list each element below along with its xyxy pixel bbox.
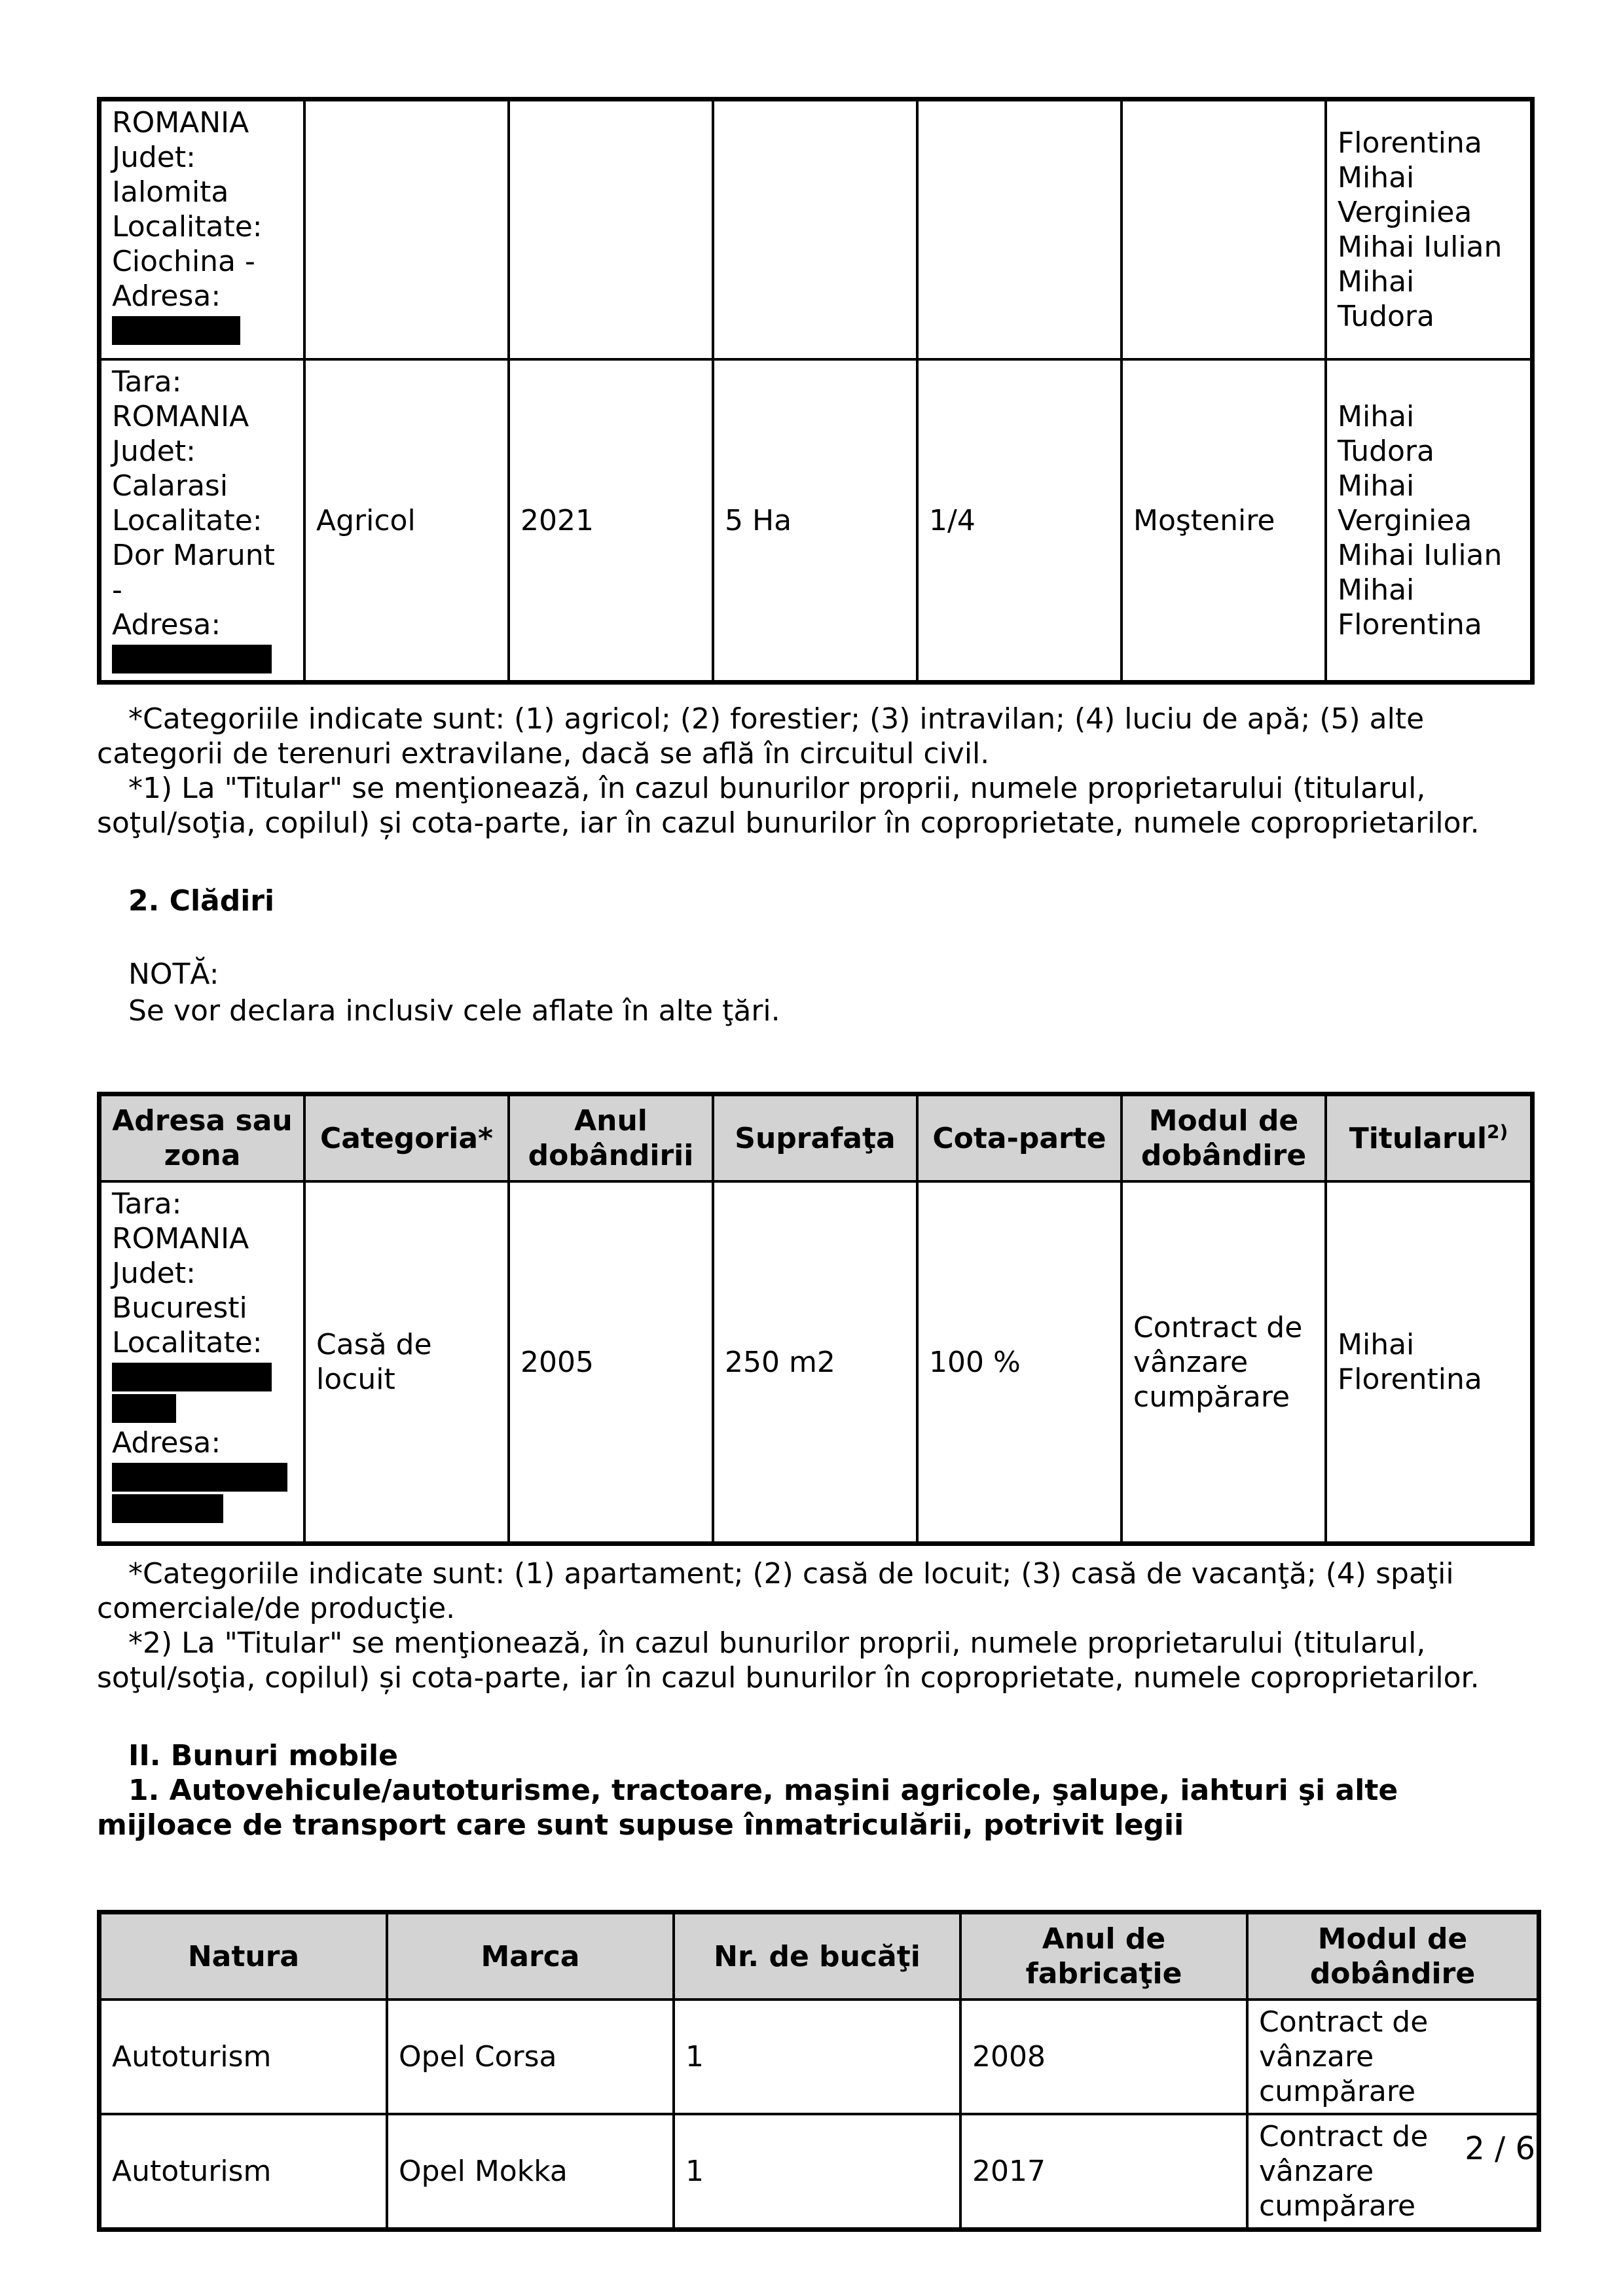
owner-line: Mihai bbox=[1338, 469, 1415, 503]
vehicles-table bbox=[97, 1910, 1541, 2232]
column-header: Anul de fabricaţie bbox=[960, 1913, 1247, 2000]
address-cell bbox=[100, 100, 304, 359]
address-cell bbox=[100, 1181, 304, 1543]
address-line: Adresa: bbox=[112, 608, 221, 641]
year-cell: 2005 bbox=[509, 1181, 713, 1543]
year-cell: 2021 bbox=[509, 359, 713, 681]
address-line: Calarasi bbox=[112, 469, 228, 503]
owner-line: Mihai Iulian bbox=[1338, 538, 1503, 572]
table-row bbox=[100, 2114, 1538, 2229]
nota-text: Se vor declara inclusiv cele aflate în alte ţări. bbox=[128, 994, 780, 1028]
land-table bbox=[97, 97, 1535, 685]
land-category-note: *Categoriile indicate sunt: (1) agricol; (2) forestier; (3) intravilan; (4) luciu de apă; (5) alte categorii de terenuri extravilane, dacă se află în circuitul civil. bbox=[97, 702, 1425, 770]
buildings-notes bbox=[97, 1556, 1535, 1695]
address-line: ROMANIA bbox=[112, 400, 249, 433]
table-row bbox=[100, 359, 1531, 681]
share-cell bbox=[917, 100, 1122, 359]
count-cell: 1 bbox=[674, 2000, 960, 2114]
table-row bbox=[100, 100, 1531, 359]
share-cell: 1/4 bbox=[917, 359, 1122, 681]
redaction-bar bbox=[112, 1494, 223, 1523]
area-cell: 5 Ha bbox=[713, 359, 917, 681]
column-header: Natura bbox=[100, 1913, 387, 2000]
address-line: Judet: bbox=[112, 141, 196, 174]
land-titular-note: *1) La "Titular" se menţionează, în cazul bunurilor proprii, numele proprietarului (titularul, soţul/soţia, copilul) și cota-parte, iar în cazul bunurilor în coproprietate, numele coproprietarilor. bbox=[97, 772, 1480, 840]
owner-line: Florentina bbox=[1338, 126, 1482, 160]
address-line: Localitate: bbox=[112, 210, 263, 243]
column-header: Modul de dobândire bbox=[1247, 1913, 1538, 2000]
address-line: Bucuresti bbox=[112, 1291, 247, 1325]
nota-label: NOTĂ: bbox=[128, 958, 219, 991]
year-cell bbox=[509, 100, 713, 359]
address-line: Ciochina - bbox=[112, 245, 255, 278]
owner-cell bbox=[1326, 359, 1531, 681]
nature-cell: Autoturism bbox=[100, 2114, 387, 2229]
brand-cell: Opel Mokka bbox=[387, 2114, 674, 2229]
buildings-category-note: *Categoriile indicate sunt: (1) apartament; (2) casă de locuit; (3) casă de vacanţă; (4) spaţii comerciale/de producţie. bbox=[97, 1557, 1454, 1625]
table-header-row bbox=[100, 1095, 1531, 1181]
owner-line: Florentina bbox=[1338, 607, 1482, 641]
redaction-bar bbox=[112, 1394, 176, 1423]
address-line: Judet: bbox=[112, 435, 196, 468]
count-cell: 1 bbox=[674, 2114, 960, 2229]
owner-cell: Mihai Florentina bbox=[1326, 1181, 1531, 1543]
area-cell bbox=[713, 100, 917, 359]
land-notes bbox=[97, 702, 1535, 840]
owner-line: Mihai Tudora bbox=[1338, 265, 1434, 333]
area-cell: 250 m2 bbox=[713, 1181, 917, 1543]
address-line: Localitate: bbox=[112, 504, 263, 537]
year-cell: 2008 bbox=[960, 2000, 1247, 2114]
address-line: Localitate: bbox=[112, 1326, 263, 1359]
address-line: Dor Marunt - bbox=[112, 539, 275, 607]
table-header-row bbox=[100, 1913, 1538, 2000]
address-cell bbox=[100, 359, 304, 681]
category-cell: Casă de locuit bbox=[304, 1181, 509, 1543]
owner-line: Mihai bbox=[1338, 161, 1415, 194]
address-line: Tara: bbox=[112, 1187, 182, 1221]
category-cell bbox=[304, 100, 509, 359]
owner-line: Verginiea bbox=[1338, 503, 1472, 537]
column-header: Modul de dobândire bbox=[1122, 1095, 1326, 1181]
buildings-heading: 2. Clădiri bbox=[128, 884, 275, 918]
buildings-titular-note: *2) La "Titular" se menţionează, în cazul bunurilor proprii, numele proprietarului (titularul, soţul/soţia, copilul) și cota-parte, iar în cazul bunurilor în coproprietate, numele coproprietarilor. bbox=[97, 1626, 1480, 1695]
owner-line: Verginiea bbox=[1338, 196, 1472, 229]
acquisition-cell bbox=[1122, 100, 1326, 359]
address-line: ROMANIA bbox=[112, 106, 249, 139]
nature-cell: Autoturism bbox=[100, 2000, 387, 2114]
buildings-table bbox=[97, 1092, 1535, 1546]
titular-label: Titularul bbox=[1349, 1121, 1487, 1155]
movables-subheading: 1. Autovehicule/autoturisme, tractoare, maşini agricole, şalupe, iahturi şi alte mijloace de transport care sunt supuse înmatriculării, potrivit legii bbox=[97, 1774, 1398, 1842]
column-header: Suprafaţa bbox=[713, 1095, 917, 1181]
column-header: Anul dobândirii bbox=[509, 1095, 713, 1181]
column-header: Marca bbox=[387, 1913, 674, 2000]
table-row bbox=[100, 2000, 1538, 2114]
share-cell: 100 % bbox=[917, 1181, 1122, 1543]
movables-headings bbox=[97, 1738, 1535, 1842]
address-line: Adresa: bbox=[112, 1426, 221, 1460]
address-line: Ialomita bbox=[112, 175, 229, 209]
column-header: Categoria* bbox=[304, 1095, 509, 1181]
redaction-bar bbox=[112, 1463, 287, 1492]
page-number: 2 / 6 bbox=[1465, 2130, 1535, 2167]
owner-line: Mihai Tudora bbox=[1338, 399, 1434, 468]
redaction-bar bbox=[112, 316, 240, 345]
redaction-bar bbox=[112, 645, 272, 673]
owner-line: Mihai Iulian bbox=[1338, 230, 1503, 264]
column-header-titular bbox=[1326, 1095, 1531, 1181]
owner-cell bbox=[1326, 100, 1531, 359]
address-line: Adresa: bbox=[112, 279, 221, 313]
column-header: Cota-parte bbox=[917, 1095, 1122, 1181]
acquisition-cell: Moştenire bbox=[1122, 359, 1326, 681]
redaction-bar bbox=[112, 1363, 272, 1391]
brand-cell: Opel Corsa bbox=[387, 2000, 674, 2114]
address-line: Tara: bbox=[112, 365, 182, 399]
owner-line: Mihai bbox=[1338, 573, 1415, 607]
movables-heading: II. Bunuri mobile bbox=[128, 1739, 398, 1772]
footnote-marker: 2) bbox=[1487, 1120, 1508, 1142]
address-line: ROMANIA bbox=[112, 1222, 249, 1255]
year-cell: 2017 bbox=[960, 2114, 1247, 2229]
acquisition-cell: Contract de vânzare cumpărare bbox=[1247, 2114, 1538, 2229]
acquisition-cell: Contract de vânzare cumpărare bbox=[1122, 1181, 1326, 1543]
acquisition-cell: Contract de vânzare cumpărare bbox=[1247, 2000, 1538, 2114]
column-header: Adresa sau zona bbox=[100, 1095, 304, 1181]
column-header: Nr. de bucăţi bbox=[674, 1913, 960, 2000]
category-cell: Agricol bbox=[304, 359, 509, 681]
address-line: Judet: bbox=[112, 1257, 196, 1290]
table-row bbox=[100, 1181, 1531, 1543]
